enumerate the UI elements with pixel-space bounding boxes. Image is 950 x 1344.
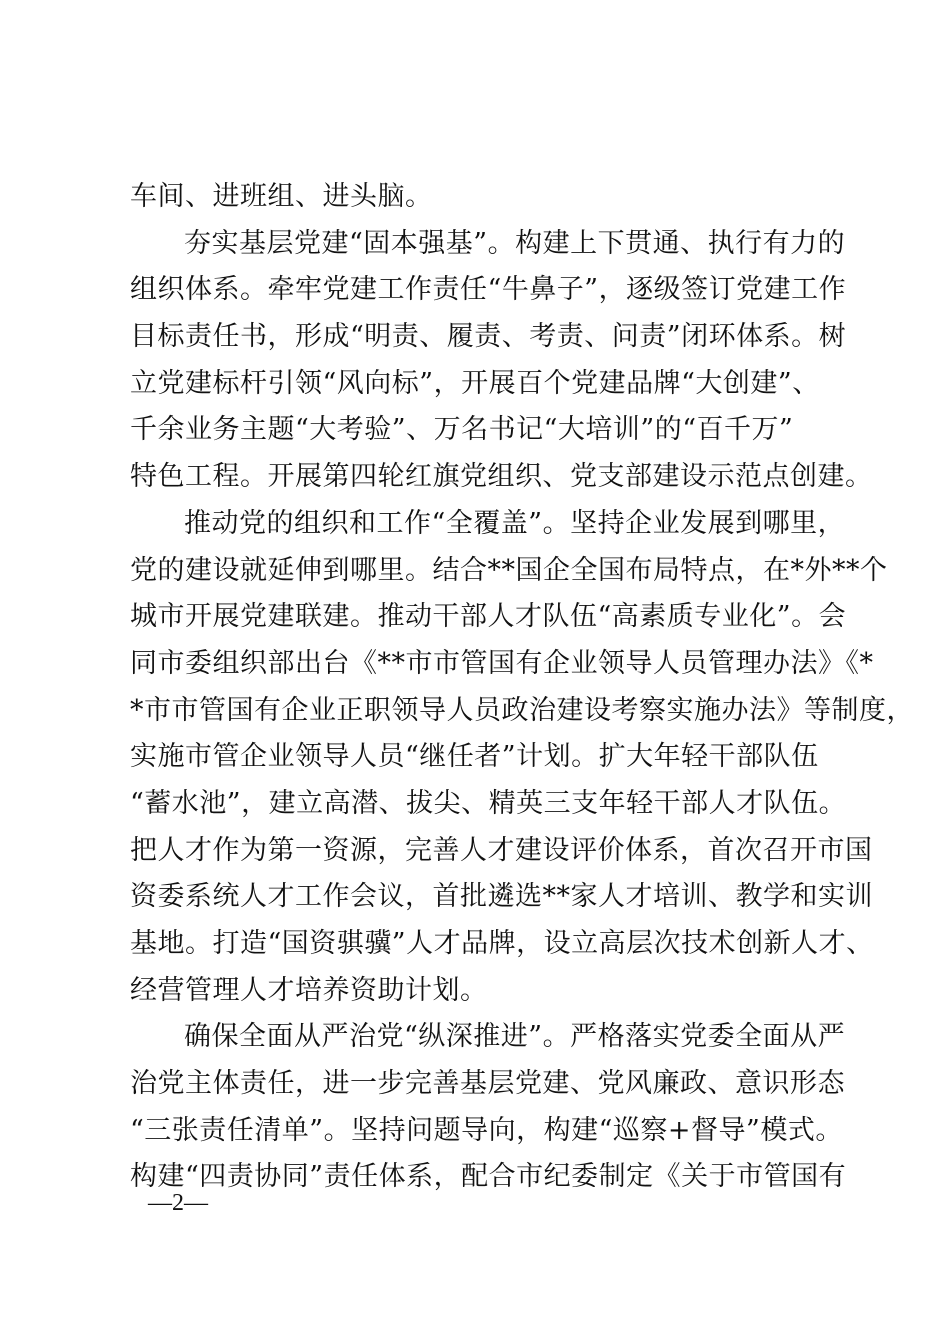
text-line: 构建“四责协同”责任体系，配合市纪委制定《关于市管国有 bbox=[130, 1161, 847, 1193]
page-number: —2— bbox=[148, 1190, 208, 1216]
text-line: 千余业务主题“大考验”、万名书记“大培训”的“百千万” bbox=[130, 414, 794, 446]
paragraph-first-line: 确保全面从严治党“纵深推进”。严格落实党委全面从严 bbox=[184, 1021, 846, 1053]
text-line: 基地。打造“国资骐骥”人才品牌，设立高层次技术创新人才、 bbox=[130, 928, 874, 959]
text-line: 经营管理人才培养资助计划。 bbox=[130, 974, 488, 1006]
text-line: 目标责任书，形成“明责、履责、考责、问责”闭环体系。树 bbox=[130, 321, 847, 353]
text-line: 城市开展党建联建。推动干部人才队伍“高素质专业化”。会 bbox=[130, 601, 847, 633]
text-line: 组织体系。牵牢党建工作责任“牛鼻子”，逐级签订党建工作 bbox=[130, 274, 847, 306]
text-line: “三张责任清单”。坚持问题导向，构建“巡察+督导”模式。 bbox=[130, 1114, 843, 1146]
text-line: 车间、进班组、进头脑。 bbox=[130, 181, 433, 212]
paragraph-first-line: 推动党的组织和工作“全覆盖”。坚持企业发展到哪里， bbox=[184, 507, 846, 539]
text-line: 资委系统人才工作会议，首批遴选**家人才培训、教学和实训 bbox=[130, 881, 873, 913]
text-line: 治党主体责任，进一步完善基层党建、党风廉政、意识形态 bbox=[130, 1068, 845, 1100]
text-line: 把人才作为第一资源，完善人才建设评价体系，首次召开市国 bbox=[130, 834, 873, 866]
text-line: 特色工程。开展第四轮红旗党组织、党支部建设示范点创建。 bbox=[130, 461, 873, 493]
text-line: 党的建设就延伸到哪里。结合**国企全国布局特点，在*外**个 bbox=[130, 554, 888, 586]
text-line: 同市委组织部出台《**市市管国有企业领导人员管理办法》《* bbox=[130, 647, 874, 679]
text-line: 实施市管企业领导人员“继任者”计划。扩大年轻干部队伍 bbox=[130, 741, 819, 773]
document-body bbox=[130, 174, 914, 1201]
text-line: “蓄水池”，建立高潜、拔尖、精英三支年轻干部人才队伍。 bbox=[130, 787, 847, 819]
paragraph-first-line: 夯实基层党建“固本强基”。构建上下贯通、执行有力的 bbox=[184, 227, 846, 259]
text-line: *市市管国有企业正职领导人员政治建设考察实施办法》等制度， bbox=[130, 694, 914, 726]
text-line: 立党建标杆引领“风向标”，开展百个党建品牌“大创建”、 bbox=[130, 367, 820, 399]
